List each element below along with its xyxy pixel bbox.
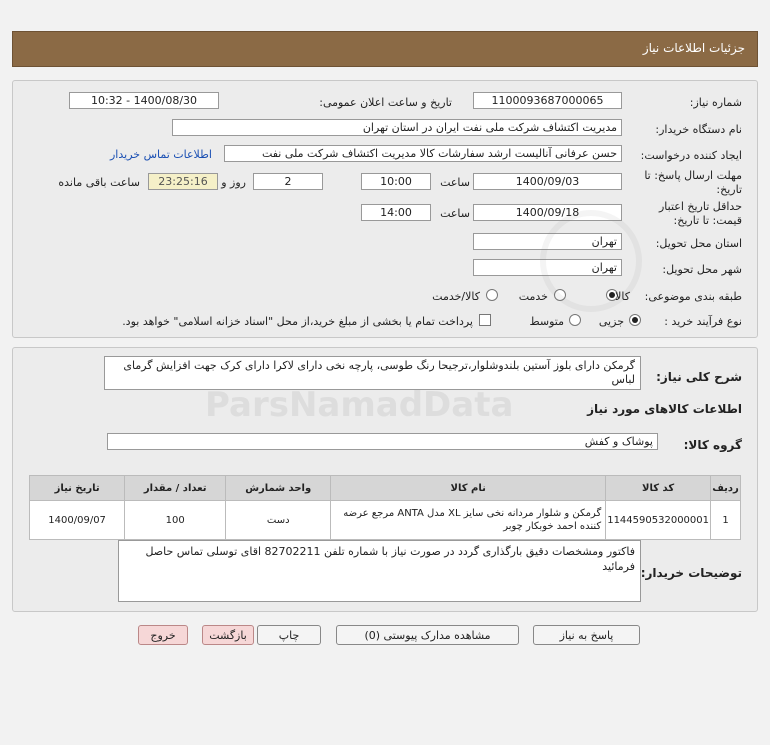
deadline-time-field: 10:00 [361, 173, 431, 190]
delivery-city-label: شهر محل تحویل: [662, 263, 742, 276]
description-label: شرح کلی نیاز: [656, 370, 742, 384]
payment-note: پرداخت تمام یا بخشی از مبلغ خرید،از محل "اسناد خزانه اسلامی" خواهد بود. [122, 315, 473, 328]
creator-label: ایجاد کننده درخواست: [640, 149, 742, 162]
deadline-time-label: ساعت [440, 176, 470, 189]
need-number-label: شماره نیاز: [689, 96, 742, 109]
page-header [12, 31, 758, 67]
remaining-time-field: 23:25:16 [148, 173, 218, 190]
announce-field: 1400/08/30 - 10:32 [69, 92, 219, 109]
need-date-cell: 1400/09/07 [30, 501, 125, 540]
remaining-label: ساعت باقی مانده [58, 176, 140, 189]
buyer-field: مدیریت اکتشاف شرکت ملی نفت ایران در استان تهران [172, 119, 622, 136]
buyer-notes-field: فاکتور ومشخصات دقیق بارگذاری گردد در صورت نیاز با شماره تلفن 82702211 اقای توسلی تماس حاصل فرمائید [118, 540, 641, 602]
goods-table [29, 475, 741, 540]
need-number-field: 1100093687000065 [473, 92, 622, 109]
creator-field: حسن عرفانی آنالیست ارشد سفارشات کالا مدیریت اکتشاف شرکت ملی نفت [224, 145, 622, 162]
delivery-province-label: استان محل تحویل: [655, 237, 742, 250]
goods-group-field: پوشاک و کفش [107, 433, 658, 450]
row-index-cell: 1 [711, 501, 741, 540]
days-field: 2 [253, 173, 323, 190]
treasury-checkbox[interactable] [479, 314, 491, 326]
goods-code-cell: 1144590532000001 [606, 501, 711, 540]
deadline-date-field: 1400/09/03 [473, 173, 622, 190]
category-option-goods: کالا [615, 290, 630, 303]
delivery-city-field: تهران [473, 259, 622, 276]
description-field: گرمکن دارای بلوز آستین بلندوشلوار،ترجیحا رنگ طوسی، پارچه نخی دارای لاکرا دارای کرک جهت افزایش گرمای لباس [104, 356, 641, 390]
category-radio-service[interactable] [554, 289, 566, 301]
back-button[interactable]: بازگشت [202, 625, 254, 645]
unit-cell: دست [226, 501, 331, 540]
category-option-service: خدمت [518, 290, 548, 303]
process-label: نوع فرآیند خرید : [664, 315, 742, 328]
process-radio-minor[interactable] [629, 314, 641, 326]
days-label: روز و [221, 176, 246, 189]
buyer-label: نام دستگاه خریدار: [655, 123, 742, 136]
print-button[interactable]: چاپ [257, 625, 321, 645]
exit-button[interactable]: خروج [138, 625, 188, 645]
col-name-header: نام کالا [331, 476, 606, 501]
goods-section-title: اطلاعات کالاهای مورد نیاز [587, 402, 742, 416]
attachments-button[interactable]: مشاهده مدارک پیوستی (0) [336, 625, 519, 645]
contact-info-link[interactable]: اطلاعات تماس خریدار [110, 148, 212, 161]
col-row-header: ردیف [711, 476, 741, 501]
process-option-medium: متوسط [529, 315, 564, 328]
buyer-notes-label: توضیحات خریدار: [640, 566, 742, 580]
col-date-header: تاریخ نیاز [30, 476, 125, 501]
process-radio-medium[interactable] [569, 314, 581, 326]
goods-group-label: گروه کالا: [683, 438, 742, 452]
process-option-minor: جزیی [598, 315, 624, 328]
table-row [30, 501, 741, 540]
deadline-label: مهلت ارسال پاسخ: تا تاریخ: [644, 169, 742, 196]
quantity-cell: 100 [125, 501, 226, 540]
validity-date-field: 1400/09/18 [473, 204, 622, 221]
validity-time-label: ساعت [440, 207, 470, 220]
reply-button[interactable]: پاسخ به نیاز [533, 625, 640, 645]
col-code-header: کد کالا [606, 476, 711, 501]
col-unit-header: واحد شمارش [226, 476, 331, 501]
validity-time-field: 14:00 [361, 204, 431, 221]
category-radio-both[interactable] [486, 289, 498, 301]
delivery-province-field: تهران [473, 233, 622, 250]
announce-label: تاریخ و ساعت اعلان عمومی: [319, 96, 452, 109]
col-qty-header: تعداد / مقدار [125, 476, 226, 501]
goods-name-cell: گرمکن و شلوار مردانه نخی سایز XL مدل ANTA مرجع عرضه کننده احمد خوبکار چوبر [331, 501, 606, 540]
category-option-both: کالا/خدمت [432, 290, 480, 303]
validity-label: حداقل تاریخ اعتبار قیمت: تا تاریخ: [658, 200, 742, 227]
category-label: طبقه بندی موضوعی: [644, 290, 742, 303]
page-title: جزئیات اطلاعات نیاز [642, 41, 745, 55]
